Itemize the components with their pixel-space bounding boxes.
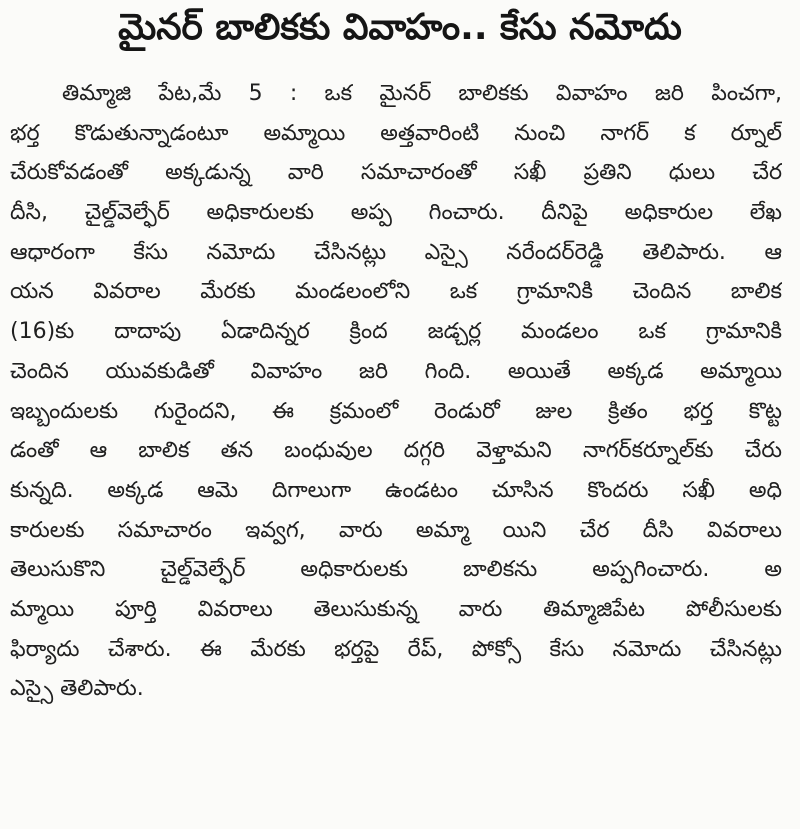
article-line: కున్నది. అక్కడ ఆమె దిగాలుగా ఉండటం చూసిన కొందరు సఖీ అధి xyxy=(10,477,782,503)
article-line: ఆధారంగా కేసు నమోదు చేసినట్లు ఎస్సై నరేందర్‌రెడ్డి తెలిపారు. ఆ xyxy=(10,239,782,265)
article-line: కారులకు సమాచారం ఇవ్వగ, వారు అమ్మా యిని చేర దీసి వివరాలు xyxy=(10,517,782,543)
article-line: తెలుసుకొని చైల్డ్‌వెల్ఫేర్ అధికారులకు బాలికను అప్పగించారు. అ xyxy=(10,557,782,583)
article-line: మ్మాయి పూర్తి వివరాలు తెలుసుకున్న వారు తిమ్మాజిపేట పోలీసులకు xyxy=(10,596,782,622)
article-line: ఇబ్బందులకు గురైందని, ఈ క్రమంలో రెండురో జుల క్రితం భర్త కొట్ట xyxy=(10,398,782,424)
article-headline: మైనర్ బాలికకు వివాహం.. కేసు నమోదు xyxy=(118,7,682,48)
article-line: దీసి, చైల్డ్‌వెల్ఫేర్ అధికారులకు అప్ప గించారు. దీనిపై అధికారుల లేఖ xyxy=(10,200,782,226)
article-line: (16)కు దాదాపు ఏడాదిన్నర క్రింద జడ్చర్ల మండలం ఒక గ్రామానికి xyxy=(10,319,782,345)
article-line: చెందిన యువకుడితో వివాహం జరి గింది. అయితే అక్కడ అమ్మాయి xyxy=(10,358,782,384)
article-line: డంతో ఆ బాలిక తన బంధువుల దగ్గరి వెళ్తామని నాగర్‌కర్నూల్‌కు చేరు xyxy=(10,438,782,464)
article-line: తిమ్మాజి పేట,మే 5 : ఒక మైనర్ బాలికకు వివాహం జరి పించగా, xyxy=(62,81,782,106)
article-line: భర్త కొడుతున్నాడంటూ అమ్మాయి అత్తవారింటి నుంచి నాగర్ క ర్నూల్ xyxy=(10,120,782,146)
article-line: ఫిర్యాదు చేశారు. ఈ మేరకు భర్తపై రేప్, పోక్సో కేసు నమోదు చేసినట్లు xyxy=(10,636,782,662)
article-line: యన వివరాల మేరకు మండలంలోని ఒక గ్రామానికి చెందిన బాలిక xyxy=(10,279,782,305)
article-body xyxy=(10,74,782,709)
article-line: ఎస్సై తెలిపారు. xyxy=(10,676,144,702)
article-line: చేరుకోవడంతో అక్కడున్న వారి సమాచారంతో సఖీ ప్రతిని ధులు చేర xyxy=(10,160,782,186)
